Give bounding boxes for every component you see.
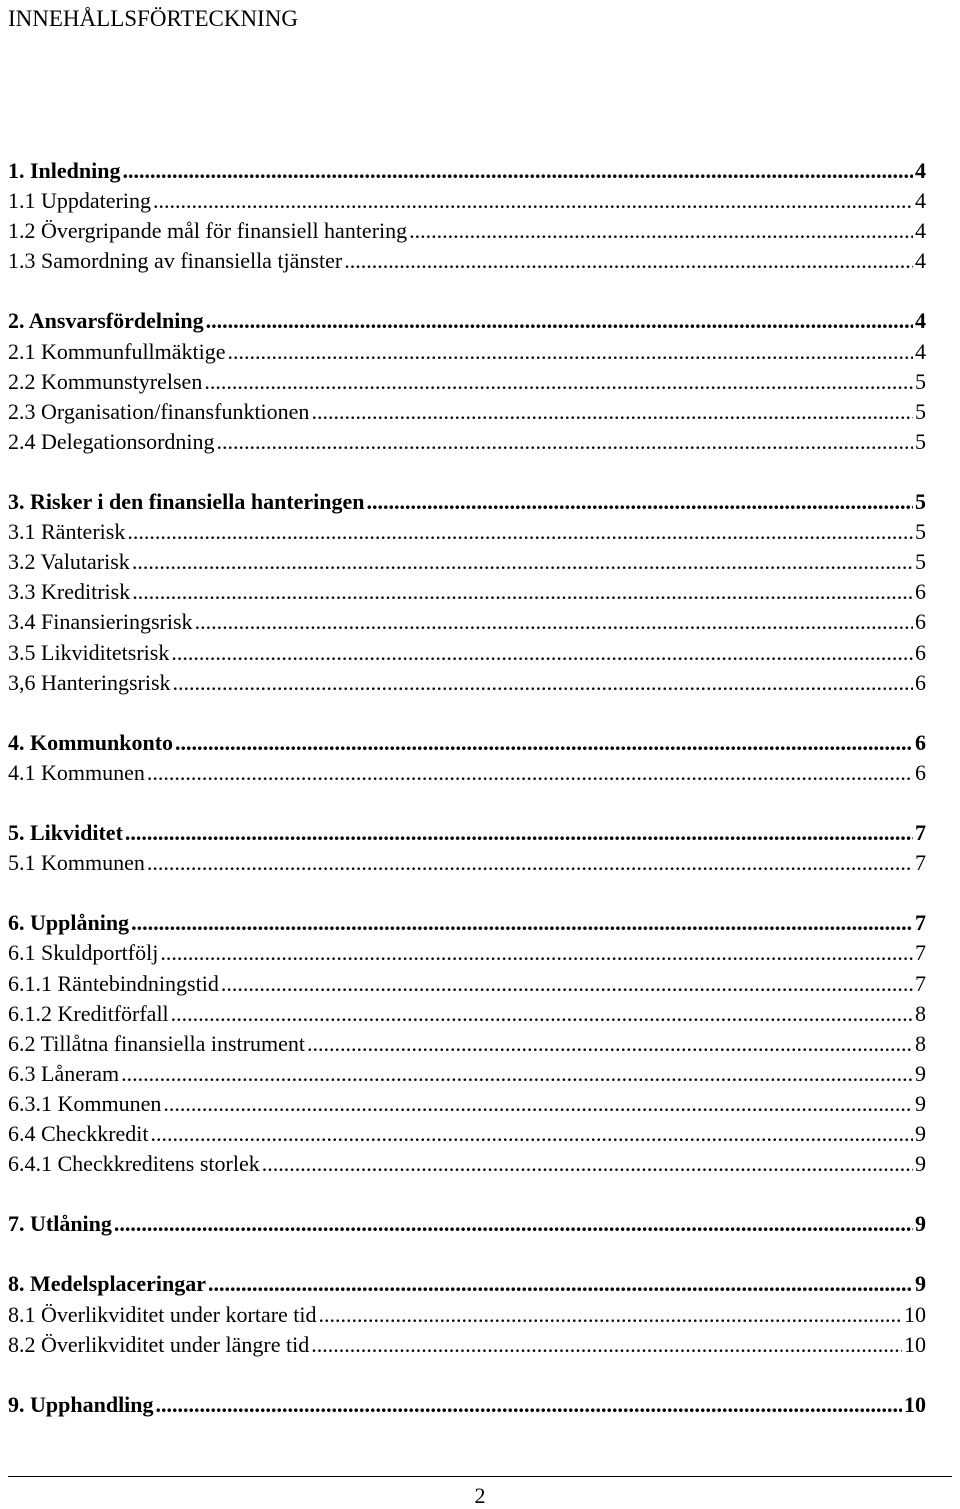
toc-entry-page: 6 [915,729,926,755]
toc-entry[interactable] [8,246,926,276]
footer-divider [8,1476,952,1477]
toc-dot-leader [163,1089,913,1119]
toc-dot-leader [160,938,913,968]
toc-entry-page: 5 [915,549,926,575]
toc-entry-label: 6. Upplåning [8,910,130,936]
toc-entry-label: 3.5 Likviditetsrisk [8,639,170,665]
toc-entry-label: 2.4 Delegationsordning [8,428,215,454]
toc-entry[interactable] [8,728,926,758]
document-title: INNEHÅLLSFÖRTECKNING [8,6,298,31]
toc-entry-page: 9 [915,1151,926,1177]
toc-entry-label: 1.2 Övergripande mål för finansiell hantering [8,218,408,244]
toc-entry-label: 2.3 Organisation/finansfunktionen [8,398,310,424]
toc-entry[interactable] [8,818,926,848]
toc-entry-page: 7 [915,850,926,876]
toc-entry-page: 9 [915,1211,926,1237]
toc-entry-label: 8.2 Överlikviditet under längre tid [8,1331,310,1357]
toc-entry[interactable] [8,908,926,938]
toc-dot-leader [147,848,913,878]
toc-entry-label: 3. Risker i den finansiella hanteringen [8,489,365,515]
toc-entry-label: 3.4 Finansieringsrisk [8,609,193,635]
toc-entry[interactable] [8,1330,926,1360]
toc-entry-label: 7. Utlåning [8,1211,112,1237]
toc-dot-leader [195,607,913,637]
toc-entry[interactable] [8,156,926,186]
toc-entry-label: 3.2 Valutarisk [8,549,130,575]
toc-entry[interactable] [8,397,926,427]
toc-dot-leader [156,1390,902,1420]
toc-dot-leader [171,638,913,668]
toc-entry-page: 6 [915,579,926,605]
toc-dot-leader [173,668,913,698]
toc-entry-label: 8.1 Överlikviditet under kortare tid [8,1301,317,1327]
toc-entry-label: 1. Inledning [8,158,121,183]
toc-dot-leader [132,547,913,577]
toc-entry-label: 6.2 Tillåtna finansiella instrument [8,1030,305,1056]
toc-entry[interactable] [8,1089,926,1119]
toc-dot-leader [228,337,913,367]
toc-entry-page: 6 [915,759,926,785]
toc-dot-leader [147,758,913,788]
toc-dot-leader [131,908,913,938]
toc-entry-page: 9 [915,1090,926,1116]
toc-entry[interactable] [8,607,926,637]
toc-entry[interactable] [8,848,926,878]
toc-entry-page: 4 [915,158,926,183]
toc-dot-leader [204,367,913,397]
toc-entry-label: 6.1.2 Kreditförfall [8,1000,169,1026]
toc-entry-label: 6.4.1 Checkkreditens storlek [8,1151,260,1177]
toc-entry-page: 7 [915,940,926,966]
toc-entry-label: 5. Likviditet [8,820,123,846]
toc-entry[interactable] [8,1269,926,1299]
toc-entry[interactable] [8,999,926,1029]
toc-entry-page: 10 [904,1391,926,1417]
toc-dot-leader [367,487,913,517]
toc-entry-page: 6 [915,669,926,695]
toc-entry-page: 6 [915,639,926,665]
toc-dot-leader [221,969,913,999]
toc-entry[interactable] [8,517,926,547]
toc-dot-leader [311,397,913,427]
toc-entry-label: 6.3 Låneram [8,1060,120,1086]
toc-entry-label: 2.1 Kommunfullmäktige [8,338,226,364]
toc-entry[interactable] [8,367,926,397]
toc-entry-page: 5 [915,489,926,515]
toc-entry[interactable] [8,668,926,698]
toc-entry[interactable] [8,337,926,367]
toc-entry-page: 6 [915,609,926,635]
toc-entry-label: 2.2 Kommunstyrelsen [8,368,203,394]
toc-entry-label: 6.1 Skuldportfölj [8,940,159,966]
toc-entry-label: 3.3 Kreditrisk [8,579,131,605]
toc-dot-leader [125,818,913,848]
toc-entry-page: 5 [915,398,926,424]
toc-entry-label: 2. Ansvarsfördelning [8,308,204,334]
toc-dot-leader [409,216,913,246]
toc-dot-leader [307,1029,913,1059]
toc-entry-page: 9 [915,1121,926,1146]
toc-dot-leader [262,1149,913,1179]
toc-entry-page: 5 [915,519,926,545]
toc-dot-leader [208,1269,913,1299]
toc-entry-page: 10 [904,1331,926,1357]
toc-entry[interactable] [8,547,926,577]
toc-dot-leader [132,577,913,607]
toc-entry[interactable] [8,1119,926,1149]
toc-entry-page: 4 [915,188,926,214]
toc-entry[interactable] [8,487,926,517]
toc-dot-leader [151,1119,913,1149]
toc-entry-page: 4 [915,248,926,274]
toc-entry-page: 9 [915,1271,926,1297]
toc-dot-leader [217,427,913,457]
toc-entry[interactable] [8,1149,926,1179]
toc-entry[interactable] [8,306,926,336]
toc-entry-label: 6.1.1 Räntebindningstid [8,970,219,996]
page-number: 2 [474,1483,486,1508]
toc-entry-page: 7 [915,970,926,996]
toc-entry-label: 1.1 Uppdatering [8,188,151,214]
toc-entry-page: 7 [915,820,926,846]
toc-entry[interactable] [8,1300,926,1330]
toc-entry-label: 6.4 Checkkredit [8,1121,149,1146]
toc-dot-leader [123,156,914,186]
toc-entry[interactable] [8,186,926,216]
toc-entry-label: 5.1 Kommunen [8,850,145,876]
toc-dot-leader [121,1059,913,1089]
toc-entry-page: 5 [915,428,926,454]
toc-dot-leader [114,1209,913,1239]
toc-entry-label: 3,6 Hanteringsrisk [8,669,171,695]
toc-entry-label: 4. Kommunkonto [8,729,174,755]
toc-entry-label: 9. Upphandling [8,1391,154,1417]
toc-dot-leader [319,1300,902,1330]
toc-entry-page: 4 [915,338,926,364]
toc-entry-label: 1.3 Samordning av finansiella tjänster [8,248,343,274]
toc-entry[interactable] [8,938,926,968]
toc-entry[interactable] [8,969,926,999]
toc-entry[interactable] [8,216,926,246]
table-of-contents [8,156,926,1420]
toc-entry-page: 4 [915,218,926,244]
toc-dot-leader [127,517,913,547]
toc-entry-page: 8 [915,1030,926,1056]
toc-entry-label: 3.1 Ränterisk [8,519,126,545]
toc-entry[interactable] [8,1029,926,1059]
toc-dot-leader [153,186,913,216]
toc-dot-leader [171,999,913,1029]
toc-entry[interactable] [8,577,926,607]
toc-entry[interactable] [8,638,926,668]
toc-entry-page: 7 [915,910,926,936]
toc-entry[interactable] [8,1209,926,1239]
toc-entry-label: 8. Medelsplaceringar [8,1271,206,1297]
toc-dot-leader [344,246,913,276]
toc-dot-leader [175,728,913,758]
toc-entry-label: 6.3.1 Kommunen [8,1090,162,1116]
toc-entry-label: 4.1 Kommunen [8,759,145,785]
toc-entry-page: 4 [915,308,926,334]
toc-entry-page: 9 [915,1060,926,1086]
toc-entry-page: 5 [915,368,926,394]
toc-entry-page: 10 [904,1301,926,1327]
toc-entry[interactable] [8,758,926,788]
toc-dot-leader [311,1330,902,1360]
toc-entry-page: 8 [915,1000,926,1026]
toc-entry[interactable] [8,1059,926,1089]
toc-entry[interactable] [8,1390,926,1420]
toc-entry[interactable] [8,427,926,457]
toc-dot-leader [206,306,913,336]
